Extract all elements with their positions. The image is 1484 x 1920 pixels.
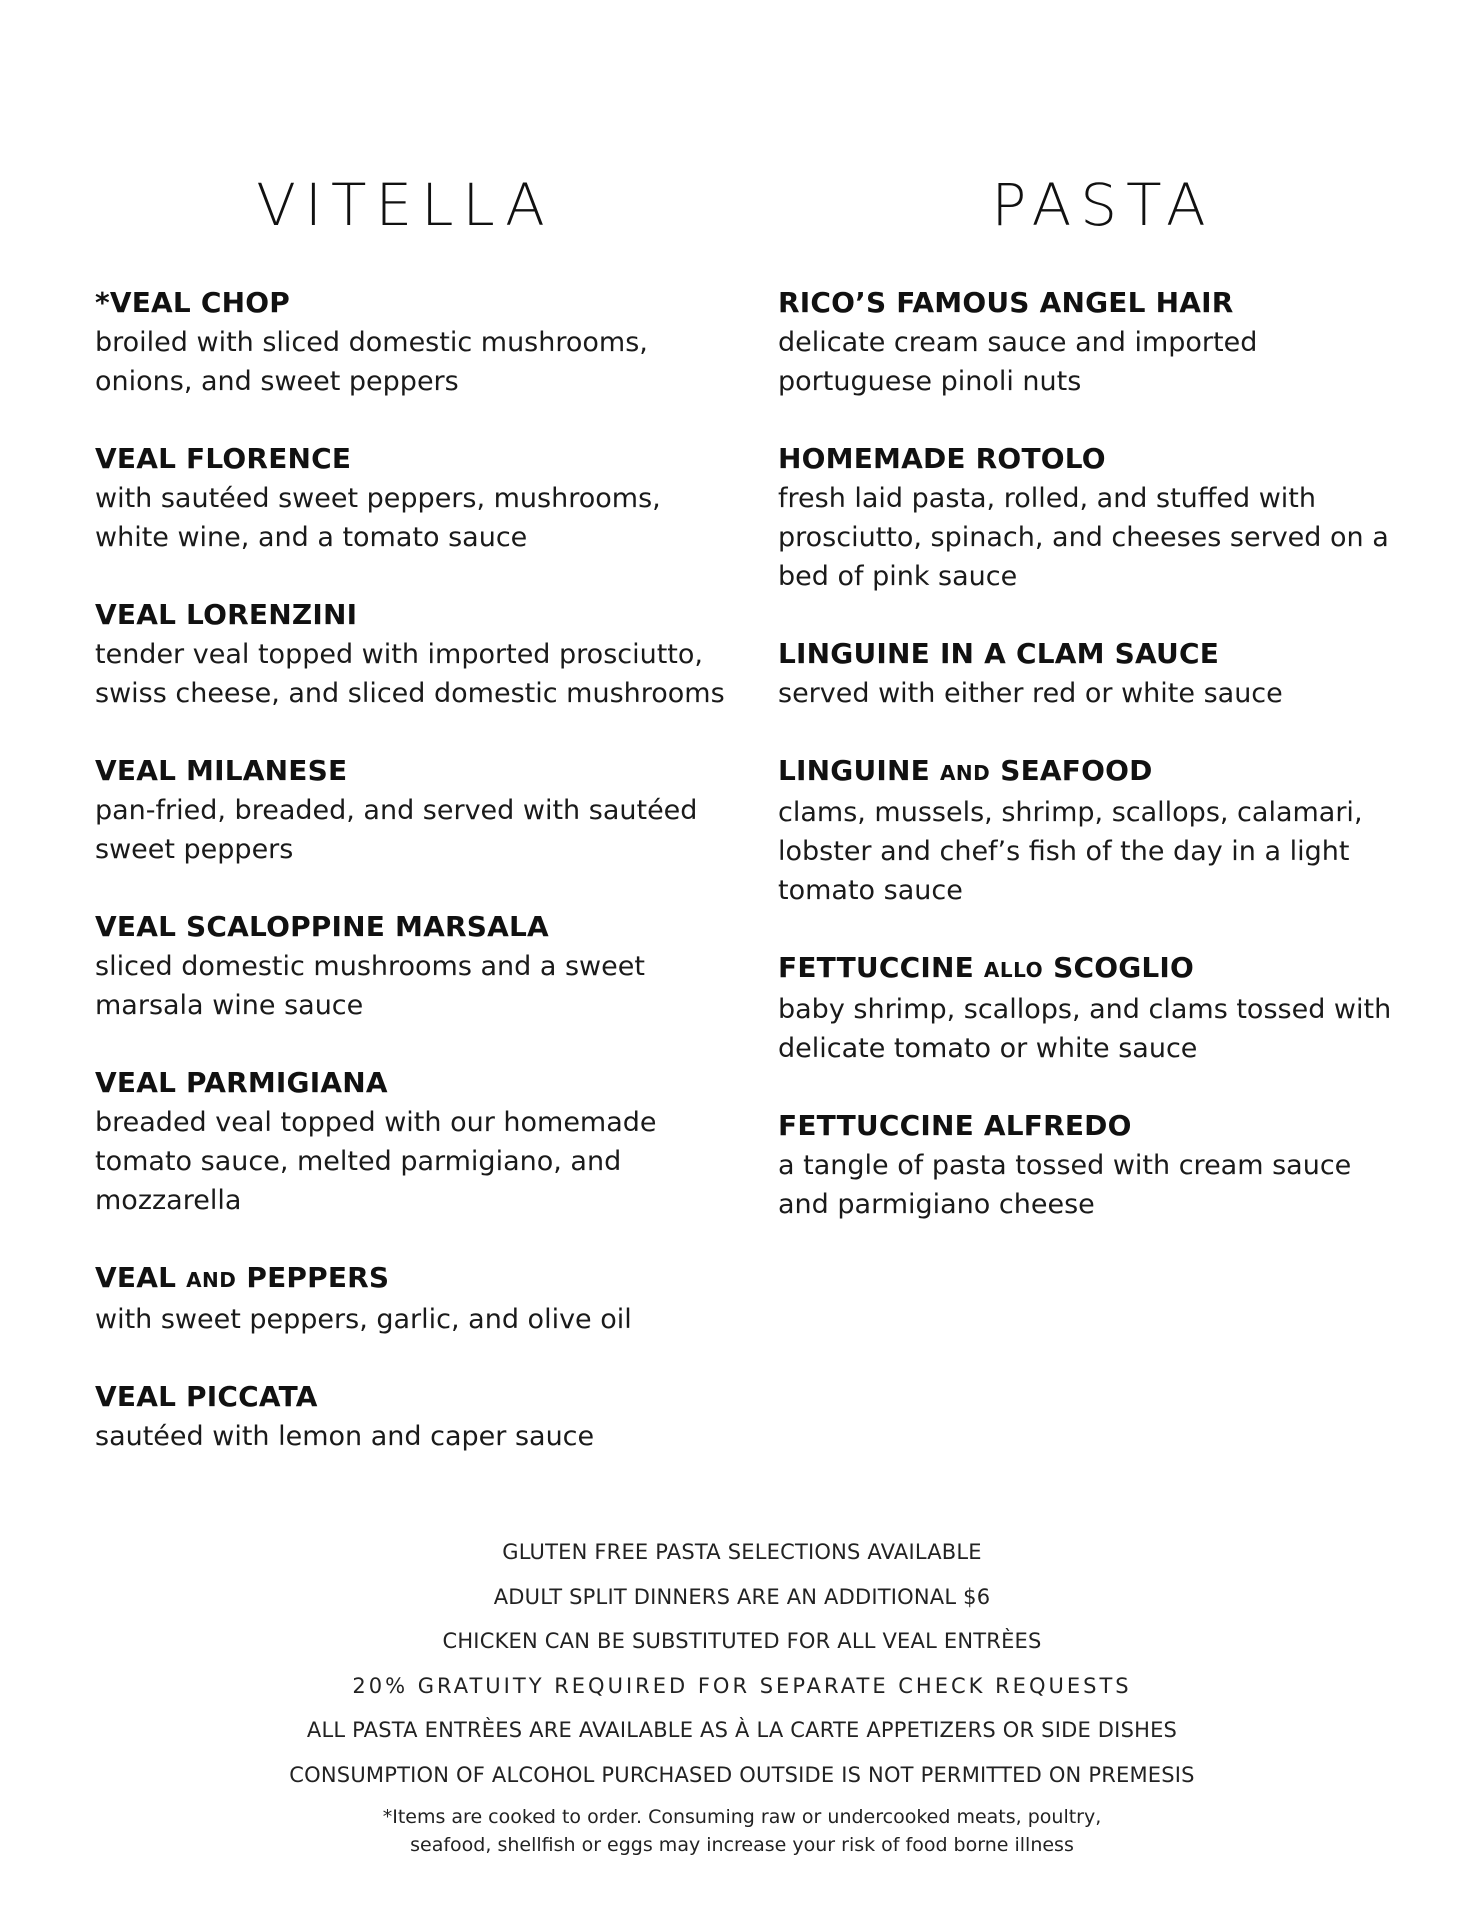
item-description: delicate cream sauce and imported portuguese pinoli nuts <box>778 327 1258 397</box>
note-gluten-free: GLUTEN FREE PASTA SELECTIONS AVAILABLE <box>502 1540 982 1564</box>
menu-item <box>95 751 735 869</box>
menu-item <box>778 1106 1408 1224</box>
item-name-part: SCOGLIO <box>1053 951 1195 984</box>
item-name: FETTUCCINE ALFREDO <box>778 1109 1132 1142</box>
item-name-part: SEAFOOD <box>1000 754 1153 787</box>
item-name <box>778 751 1408 793</box>
item-description: with sweet peppers, garlic, and olive oil <box>95 1304 632 1335</box>
item-name: VEAL PARMIGIANA <box>95 1066 388 1099</box>
menu-item <box>778 283 1408 401</box>
item-description: with sautéed sweet peppers, mushrooms, white wine, and a tomato sauce <box>95 483 661 553</box>
menu-item <box>95 1377 735 1456</box>
note-alcohol-policy: CONSUMPTION OF ALCOHOL PURCHASED OUTSIDE IS NOT PERMITTED ON PREMESIS <box>289 1762 1195 1787</box>
item-name-connector: ALLO <box>983 958 1044 982</box>
menu-item <box>95 1063 735 1220</box>
disclaimer-line: *Items are cooked to order. Consuming raw or undercooked meats, poultry, <box>382 1806 1102 1828</box>
item-name: HOMEMADE ROTOLO <box>778 442 1106 475</box>
item-name-part: LINGUINE <box>778 754 930 787</box>
menu-item <box>95 1258 735 1339</box>
item-description: broiled with sliced domestic mushrooms, onions, and sweet peppers <box>95 327 648 397</box>
item-name: VEAL PICCATA <box>95 1380 318 1413</box>
vitella-section <box>95 165 735 1494</box>
item-name-part: FETTUCCINE <box>778 951 974 984</box>
menu-item <box>778 948 1408 1068</box>
item-name: VEAL FLORENCE <box>95 442 352 475</box>
item-name <box>95 1258 735 1300</box>
item-name: *VEAL CHOP <box>95 286 291 319</box>
item-description: tender veal topped with imported prosciutto, swiss cheese, and sliced domestic mushrooms <box>95 639 725 709</box>
vitella-items <box>95 283 735 1456</box>
menu-item <box>778 439 1408 596</box>
item-description: breaded veal topped with our homemade tomato sauce, melted parmigiano, and mozzarella <box>95 1107 657 1216</box>
vitella-title: VITELLA <box>256 171 554 239</box>
menu-item <box>778 751 1408 910</box>
note-gratuity: 20% GRATUITY REQUIRED FOR SEPARATE CHECK REQUESTS <box>352 1673 1132 1698</box>
item-description: sautéed with lemon and caper sauce <box>95 1421 595 1452</box>
note-split-dinners: ADULT SPLIT DINNERS ARE AN ADDITIONAL $6 <box>493 1584 991 1609</box>
item-description: a tangle of pasta tossed with cream sauce and parmigiano cheese <box>778 1150 1352 1220</box>
item-description: pan-fried, breaded, and served with sautéed sweet peppers <box>95 795 698 865</box>
menu-item <box>95 595 735 713</box>
item-name: VEAL MILANESE <box>95 754 348 787</box>
item-description: sliced domestic mushrooms and a sweet marsala wine sauce <box>95 951 645 1021</box>
item-name: LINGUINE IN A CLAM SAUCE <box>778 637 1220 670</box>
item-name: VEAL LORENZINI <box>95 598 358 631</box>
item-name <box>778 948 1408 990</box>
menu-notes <box>0 1530 1484 1859</box>
pasta-section <box>778 165 1408 1262</box>
menu-item <box>95 439 735 557</box>
item-name-part: PEPPERS <box>246 1261 390 1294</box>
item-description: baby shrimp, scallops, and clams tossed with delicate tomato or white sauce <box>778 994 1392 1064</box>
menu-item <box>95 907 735 1025</box>
note-chicken-substitution: CHICKEN CAN BE SUBSTITUTED FOR ALL VEAL ENTRÈES <box>442 1629 1042 1653</box>
item-name-connector: AND <box>939 761 991 785</box>
disclaimer-line: seafood, shellfish or eggs may increase your risk of food borne illness <box>410 1834 1074 1856</box>
item-name-connector: AND <box>186 1268 237 1292</box>
item-description: fresh laid pasta, rolled, and stuffed with prosciutto, spinach, and cheeses served on a bed of pink sauce <box>778 483 1389 592</box>
menu-item <box>95 283 735 401</box>
pasta-items <box>778 283 1408 1224</box>
pasta-title: PASTA <box>991 171 1215 239</box>
item-name-part: VEAL <box>95 1261 177 1294</box>
item-name: RICO’S FAMOUS ANGEL HAIR <box>778 286 1234 319</box>
menu-item <box>778 634 1408 713</box>
food-safety-disclaimer <box>0 1803 1484 1859</box>
note-a-la-carte: ALL PASTA ENTRÈES ARE AVAILABLE AS À LA CARTE APPETIZERS OR SIDE DISHES <box>306 1718 1178 1742</box>
item-description: clams, mussels, shrimp, scallops, calamari, lobster and chef’s fish of the day in a light tomato sauce <box>778 797 1363 906</box>
item-description: served with either red or white sauce <box>778 678 1283 709</box>
item-name: VEAL SCALOPPINE MARSALA <box>95 910 549 943</box>
